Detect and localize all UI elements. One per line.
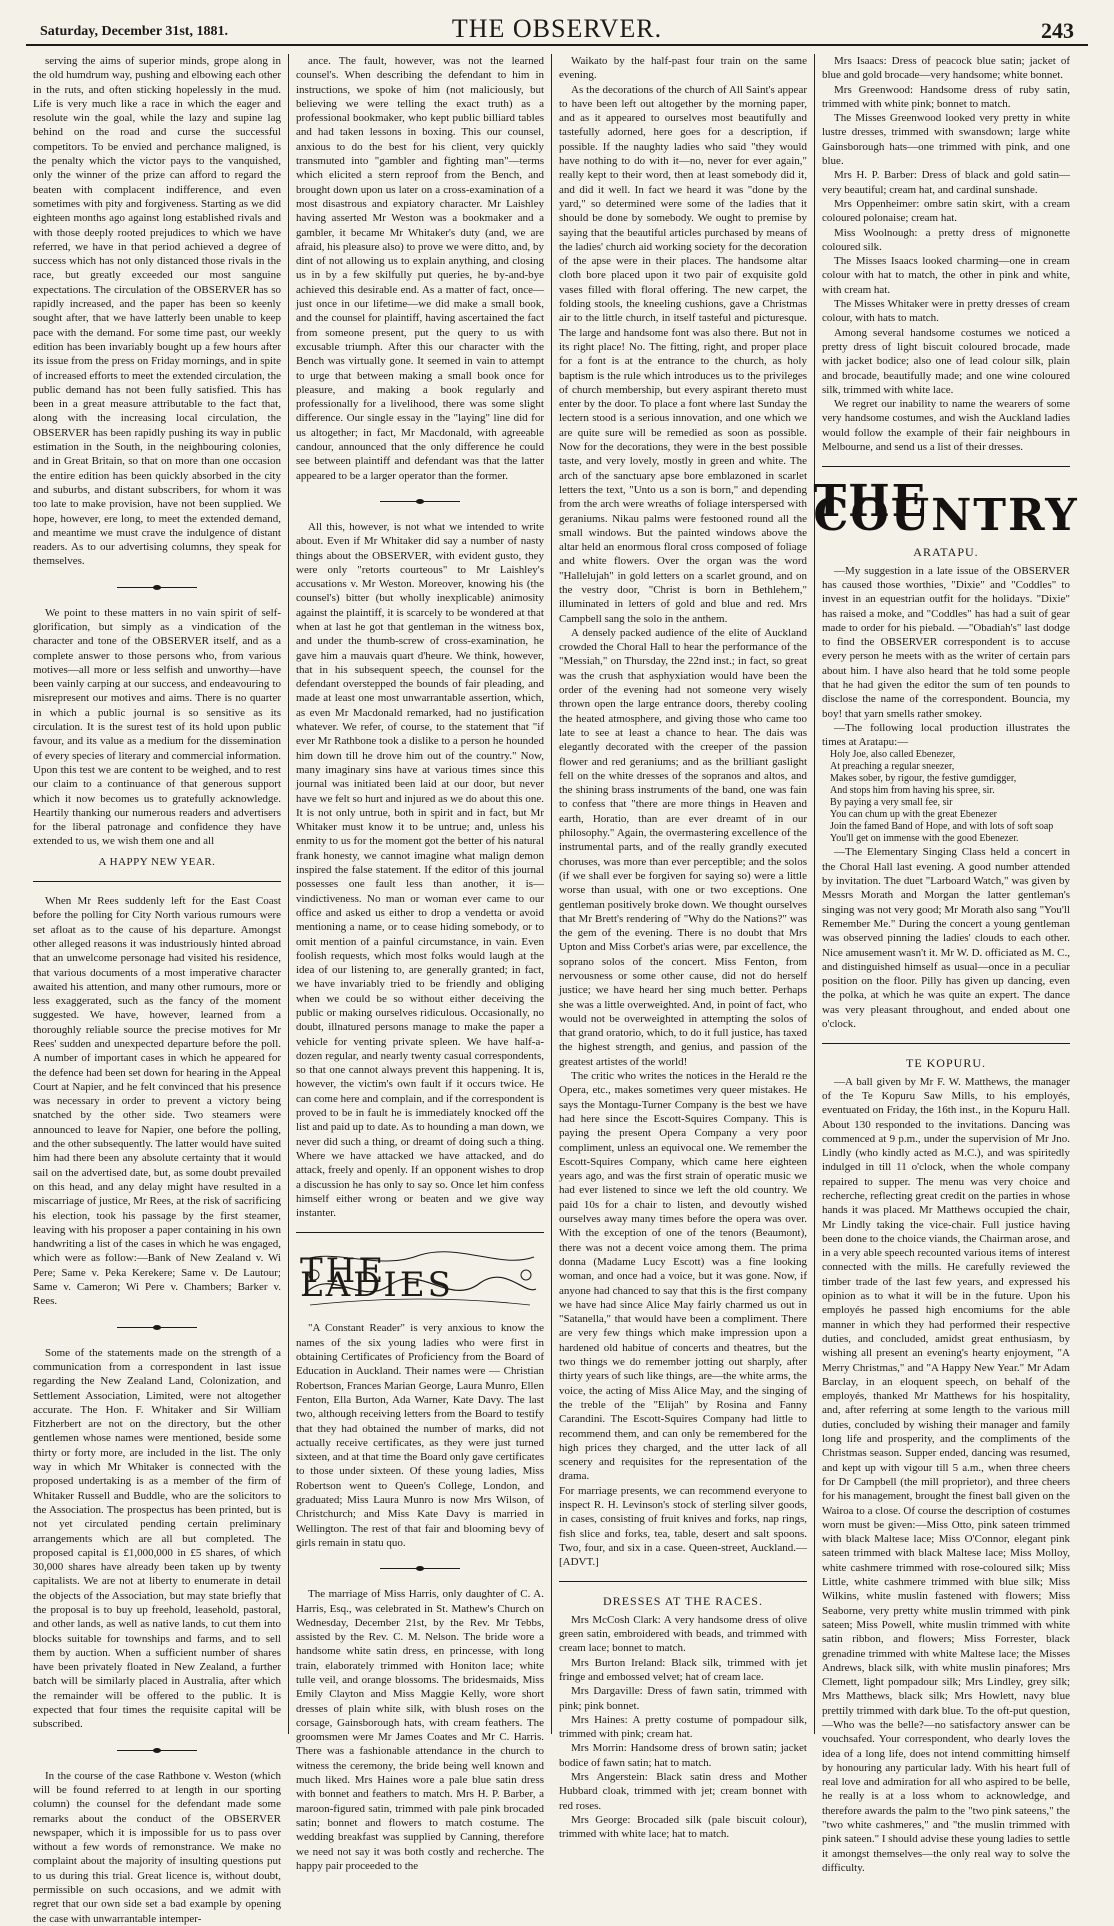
article-paragraph: serving the aims of superior minds, grope along in the old humdrum way, pushing and elbowing each other in the ruts, and often sticking hopelessly in the mud. Life is very much like a race in which the eager and resolute win the goal, while the lazy and supine lag behind on the road and curse the successful competitors. To be envied and perchance maligned, is the penalty which the victor pays to the vanquished, only the winner of the prize can afford to regard the beaten with complacent indifference, and even sometimes with pity and forgiveness. Starting as we did eighteen months ago against long established rivals and with those deeply rooted prejudices to which we have referred, we have in that period achieved a degree of success which has not only distanced those rivals in the race, but greatly exceeded our most sanguine expectations. The circulation of the OBSERVER has so rapidly increased, and the paper has been so keenly sought after, that we have latterly been unable to keep pace with the demand. For some time past, our weekly edition has been invariably bought up a few hours after its issue from the press on Friday mornings, and in spite of increased efforts to meet the extended circulation, the public demand has not been fully satisfied. This has been in a great measure attributable to the fact that, along with the increasing local circulation, the OBSERVER has been rapidly pushing its way in public estimation in the South, in the neighbouring colonies, and in Great Britain, so that on more than one occasion the entire edition has been quickly absorbed in the city and suburbs, and distant subscribers, for whom it was too late to make provision, have not been supplied. We hope, however, ere long, to meet the extended demand, and meantime we must crave the indulgence of distant readers. As to our advertising columns, they speak for themselves. <box>33 55 281 568</box>
article-paragraph: A densely packed audience of the elite of Auckland crowded the Choral Hall to hear the performance of the "Messiah," on Thursday, the 22nd inst.; in fact, so great was the crush that asphyxiation would have been the order of the evening had not someone very wisely thrown open the large entrance doors, thereby cooling the heated atmosphere, and giving those who came too late to see at least a chance to hear. The dais was elegantly decorated with the creeper of the passion flower and red geraniums; and as the brilliant gaslight fell on the white dresses of the sopranos and altos, and the shining brass instruments of the band, one was fain to confess that "there are more things in Heaven and earth, Horatio, than are ever dreamt of in our philosophy." Again, the overmastering excellence of the instrumental parts, and of the really grandly executed choruses, was more than ever perceptible; and the solos (if we shall ever be forgiven for saying so) were a little worse than usual, with one or two exceptions. One gentleman positively broke down. We thought ourselves that Mr Brett's rendering of "Why do the Nations?" was the gem of the evening. There is no doubt that Mrs Upton and Miss Corbet's arias were, par excellence, the soprano solos of the concert. Miss Fenton, from nervousness or some other cause, did not do herself justice; we have heard her sing much better. Perhaps she was a little overweighted. And, in point of fact, who would not be overweighted in attempting the solos of that grand oratorio, which, to do it full justice, has taxed the highest strength, and genius, and passion of the greatest artistes of the world! <box>559 626 807 1068</box>
article-paragraph: When Mr Rees suddenly left for the East Coast before the polling for City North various rumours were set afloat as to the cause of his departure. Amongst other alleged reasons it was industriously hinted abroad that an unwelcome personage had visited his residence, that various documents of a most imperative character awaited his attention, and many other rumours, more or less exaggerated, such as the fancy of the moment suggested. We have, however, learned from a thoroughly reliable source the precise motives for Mr Rees' sudden and unexpected departure before the poll. A number of important cases in which he appeared for the defence had been set down for hearing in the Appeal Court at Napier, and he felt convinced that his presence was necessary in order to prevent a victory being snatched by the other side. Two steamers were announced to leave for Napier, one before the polling, and the other subsequently. The latter would have suited him had there been any absolute certainty that it would sail on the advertised date, but, as some doubt prevailed on this head, and any delay might have resulted in a miscarriage of justice, Mr Rees, at the risk of sacrificing his election, took his passage by the first steamer, leaving with his proposer a paper containing in his own handwriting a list of the cases in which he was engaged, which were as follow:—Bank of New Zealand v. Wi Pere; Same v. Peka Kerekere; Same v. De Lautour; Same v. Cameron; Wi Pere v. Chambers; Barker v. Rees. <box>33 895 281 1308</box>
column-4 <box>813 54 1079 1874</box>
article-paragraph: —A ball given by Mr F. W. Matthews, the manager of the Te Kopuru Saw Mills, to his employés, eventuated on Friday, the 16th inst., in the Kopuru Hall. About 130 responded to the invitations. Dancing was commenced at 9 p.m., under the supervision of Mr Jno. Lindly (who kindly acted as M.C.), and was spiritedly indulged in till 11 o'clock, when the whole company repaired to supper. The menu was very choice and recherche, reflecting great credit on the parties in whose hands it was placed. Mr Matthews occupied the chair, Mr Lindly taking the vice-chair. Full justice having been done to the choice viands, the Chairman arose, and in a very able speech recounted various items of interest connected with the mills. He carefully reviewed the timber trade of the last few years, and expressed his opinion as to what it will be in the future. Upon his employés he passed high encomiums for the able manner in which they had performed their respective duties, and concluded, amidst great enthusiasm, by wishing all present an evening's hearty enjoyment, "A Merry Christmas," and "A Happy New Year." Mr Adam Barclay, in an eloquent speech, on behalf of the employés, thanked Mr Matthews for his hospitality, and, after referring at some length to the various mill duties, concluded by wishing their manager and family long life and prosperity, and the compliments of the Christmas season. Supper ended, dancing was resumed, and kept up with vigour till 5 a.m., when three cheers for Dr Campbell (the mill proprietor), and three cheers for his management, brought the finest ball given on the Wairoa to a close. Of course the description of costumes worn must be given:—Miss Otto, pink sateen trimmed with black Maltese lace; Miss O'Connor, elegant pink sateen trimmed with black Maltese lace; Miss Molloy, white cashmere trimmed with rose-coloured silk; Miss Little, white cashmere trimmed with blue silk; Miss Wilkins, white muslin fastened with flowers; Miss Seaborne, very pretty white muslin trimmed with pink sateen; Miss Powell, white muslin trimmed with white satin ribbon, and flowers; Miss Forrester, black grenadine trimmed with white Maltese lace; the Misses Andrews, black silk, with white muslin pinafores; Mrs Clemett, light pompadour silk; Mrs Lindley, grey silk; Mrs Matthews, black silk; Mrs Howlett, navy blue prettily trimmed with dark blue. To the oft-put question,—Who was the belle?—no satisfactory answer can be vouchsafed. Your correspondent, who dearly loves the idea of a long life, does not intend committing himself by honouring any particular lady. With his heart full of real love and admiration for all who aspired to be belle, he really is at a loss whom to acknowledge, and therefore awards the palm to the "two pink sateens," the "two white cashmeres," and "the muslin trimmed with pink sateen." I should advise these young ladies to settle it amongst themselves—the only real way to solve the difficulty. <box>822 1075 1070 1874</box>
page-number: 243 <box>1041 18 1074 43</box>
issue-date: Saturday, December 31st, 1881. <box>40 24 228 39</box>
verse-line: And stops him from having his spree, sir. <box>830 785 995 797</box>
article-paragraph: The marriage of Miss Harris, only daughter of C. A. Harris, Esq., was celebrated in St. Mathew's Church on Wednesday, December 21st, by the Rev. Mr Tebbs, assisted by the Rev. C. M. Nelson. The bride wore a handsome white satin dress, en princesse, with long train, elaborately trimmed with Honiton lace; white tulle veil, and orange blossoms. The bridesmaids, Miss Emily Clayton and Miss Maggie Kelly, wore short dresses of plain white silk, with blush roses on the corsage, Gainsborough hats, with cream feathers. The groomsmen were Mr James Coates and Mr C. Harris. There was a fashionable attendance in the church to witness the ceremony, the bride being well known and much liked. Mrs Haines wore a pale blue satin dress with bonnet and feathers to match. Mrs H. P. Barber, a maroon-figured satin, trimmed with pale pink brocaded satin; bonnet and flowers to match costume. The wedding breakfast was supplied by Canning, therefore we need not say it was both costly and recherche. The happy pair proceeded to the <box>296 1588 544 1872</box>
article-paragraph: Some of the statements made on the strength of a communication from a correspondent in last issue regarding the New Zealand Land, Colonization, and Settlement Association, Limited, were not altogether accurate. The Hon. F. Whitaker and Sir William Fitzherbert are not on the directory, but the other gentlemen whose names were mentioned, beside some thirty or forty more, are included in the list. The only way in which Mr Whitaker is connected with the proposed undertaking is as a member of the firm of Whitaker Russell and Buddle, who are the solicitors to the Association. The prospectus has been printed, but is not yet circulated pending certain preliminary arrangements which are all but completed. The proposed capital is £1,000,000 in £5 shares, of which 30,000 shares have already been taken up by twenty capitalists. We are not at liberty to enumerate in detail the objects of the Association, but may state briefly that the proposal is to buy up freehold, leasehold, pastoral, and other lands, as well as native lands, to cut them into blocks suitable for townships and farms, and to sell them by auction. When a sufficient number of shares have been privately floated in New Zealand, a further batch will be similarly placed in Australia, after which the remainder will be offered to the public. It is expected that four times the requisite capital will be subscribed. <box>33 1346 281 1731</box>
article-paragraph: ance. The fault, however, was not the learned counsel's. When describing the defendant to him in instructions, we spoke of him (not maliciously, but believing we were telling the exact truth) as a professional bookmaker, who kept public billiard tables and had taken lessons in boxing. This our counsel, anxious to do the best for his client, very quickly transmuted into "gambler and fighting man"—terms which elicited a stern reproof from the Bench, and brought down upon us later on a cross-examination of a most disastrous and expiatory character. Mr Laishley having asserted Mr Weston was a bookmaker and a gambler, it became Mr Whitaker's duty (and, we are afraid, his pleasure also) to prove we were ditto, and, by dint of not allowing us to explain anything, and closing us in by a few skilfully put queries, he by-and-bye achieved this desirable end. As a matter of fact, once—just once in our lifetime—we did make a small book, and the counsel for plaintiff, having ascertained the fact from someone present, put the query to us with excusable triumph. After this our character with the Bench was virtually gone. It seemed in vain to attempt to urge that between making a small book once for pleasure, and making a book regularly and professionally for a livelihood, there was some slight difference. Our single essay in the "laying" line did for us altogether; in fact, Mr Macdonald, with agreeable candour, announced that the only difference he could see between plaintiff and defendant was that the latter appeared to be a larger operator than the former. <box>296 55 544 482</box>
column-3 <box>552 54 814 1841</box>
article-paragraph: In the course of the case Rathbone v. Weston (which will be found referred to at length in our sporting column) the counsel for the defendant made some remarks about the conduct of the OBSERVER newspaper, which it is impossible for us to pass over without a few words of remonstrance. We make no complaint about the majority of insulting questions put to us during this trial. Great licence is, without doubt, permissible on such occasions, and we admit with regret that our own side set a bad example by opening the case with unwarrantable intemper- <box>33 1769 281 1925</box>
advertisement: For marriage presents, we can recommend everyone to inspect R. H. Levinson's stock of sterling silver goods, in cases, consisting of fruit knives and forks, nap rings, fish slice and forks, tea, table, desert and salt spoons. Two, four, and six in a case. Queen-street, Auckland.—[ADVT.] <box>559 1484 807 1569</box>
dress-entry: The Misses Greenwood looked very pretty in white lustre dresses, trimmed with swansdown; large white Gainsborough hats—one trimmed with pink, and one blue. <box>822 112 1070 168</box>
section-divider <box>822 466 1070 467</box>
column-1 <box>26 54 288 1925</box>
ladies-banner-title: THE LADIES <box>300 1251 454 1306</box>
verse-line: You'll get on immense with the good Ebenezer. <box>830 833 1019 845</box>
section-divider <box>380 1568 460 1569</box>
dress-entry: Mrs Haines: A pretty costume of pompadour silk, trimmed with pink; cream hat. <box>559 1713 807 1741</box>
column-2 <box>289 54 551 1872</box>
section-divider <box>296 1232 544 1233</box>
article-paragraph: —My suggestion in a late issue of the OBSERVER has caused those worthies, "Dixie" and "Coddles" to invest in an equestrian outfit for the holidays. "Dixie" has raised a moke, and "Coddles" has had a suit of gear made to order for his piebald. —"Obadiah's" last dodge to find the OBSERVER correspondent is to accuse every person he meets with as the writer of certain pars about him. I have also heard that he told some people that he had given the editor the sum of ten pounds to disclose the name of the correspondent. Bouncia, my boy! that yarn smells rather smokey. <box>822 564 1070 720</box>
article-paragraph: —The following local production illustrates the times at Aratapu:— <box>822 721 1070 749</box>
article-paragraph: —The Elementary Singing Class held a concert in the Choral Hall last evening. A good number attended by invitation. The duet "Larboard Watch," was given by Messrs Morath and Morgan the latter gentleman's singing was not very good; Mr Morath also sang "You'll Remember Me." During the concert a young gentleman was observed pinning the ladies' clouds to each other. Nice amusement wasn't it. Mr W. D. officiated as M. C., and distinguished himself as usual—once in a peculiar position on the floor. Pilly has given up dancing, even the polka, at which he was quite an expert. The dance was very pleasant throughout, and ended about one o'clock. <box>822 846 1070 1031</box>
new-year-greeting: A HAPPY NEW YEAR. <box>98 855 216 868</box>
section-divider <box>117 587 197 588</box>
section-divider <box>33 881 281 882</box>
verse-line: By paying a very small fee, sir <box>830 797 953 809</box>
verse-line: Join the famed Band of Hope, and with lots of soft soap <box>830 821 1054 833</box>
dresses-section-heading: DRESSES AT THE RACES. <box>603 1594 763 1609</box>
article-paragraph: All this, however, is not what we intended to write about. Even if Mr Whitaker did say a number of nasty things about the OBSERVER, with evident gusto, they were only "retorts courteous" to Mr Laishley's accusations v. Mr Weston. Moreover, knowing his (the counsel's) bitter (but wholly inexplicable) animosity against the plaintiff, it is scarcely to be wondered at that when at last he got that gentleman in the witness box, and under the thumb-screw of cross-examination, he gave him a mauvais quart d'heure. We think, however, that in his subsequent speech, the counsel for the defendant overstepped the bounds of fair pleading, and made at least one most unwarrantable assertion, which, as even Mr Macdonald remarked, had no justification whatever. We refer, of course, to the statement that "if ever Mr Rathbone took a dislike to a person he hounded him down till he drove him out of the country." Now, many imaginary sins have at various times since this journal was initiated been laid at our door, but never have we felt so hurt and injured as we do about this one. It is not only untrue, both in spirit and in fact, but Mr Whitaker must know it to be untrue; and, unless his enmity to us for the moment got the better of his natural frank honesty, we cannot imagine what malign demon inspired the false statement. If the editor of this journal possesses one fault less than another, it is—vindictiveness. No man or woman ever came to our office and asked us either to drop a vendetta or avoid mentioning a name, or to cease hiding somebody, or to omit mention of a painful circumstance, in vain. Even foolish requests, which most folks would laugh at the idea of our listening to, are generally granted; in fact, we have invariably tried to be friendly and obliging when we could be so without either deceiving the public or making ourselves ridiculous. Occasionally, no doubt, illnatured persons manage to make the paper a vehicle for venting private spleen. We have half-a-dozen regular, and nearly twenty casual correspondents, so that one cannot always prevent this happening. It is, however, the victim's own fault if it occurs twice. He can come here and complain, and if the correspondent is proved to be in fault he is immediately knocked off the list and paid up to date. As to hounding a man down, we never did such a thing, or dreamt of doing such a thing. Where we have attacked we have attacked, and do attack, freely and openly. If an opponent wishes to drop a discussion he has only to say so. Once let him confess himself either wrong or beaten and we give way instanter. <box>296 520 545 1220</box>
dress-entry: Mrs Oppenheimer: ombre satin skirt, with a cream coloured polonaise; cream hat. <box>822 197 1070 225</box>
dress-entry: Miss Woolnough: a pretty dress of mignonette coloured silk. <box>822 226 1070 253</box>
dress-entry: Among several handsome costumes we noticed a pretty dress of light biscuit coloured brocade, made with jacket bodice; also one of lead colour silk, plain and brocade, beautifully made; and one wine coloured silk, trimmed with white lace. <box>822 326 1070 396</box>
section-divider <box>117 1327 197 1328</box>
section-divider <box>822 1043 1070 1044</box>
article-paragraph: The critic who writes the notices in the Herald re the Opera, etc., makes sometimes very queer mistakes. He says the Montagu-Turner Company is the best we have had here since the Escott-Squires Company. This is paying the present Opera Company a very poor compliment, unless an equivocal one. We remember the Escott-Squires Company, which came here eighteen years ago, and was the first strain of operatic music we had ever listened to since we left the old country. We paid 10s for a chair to listen, and devoutly wished ourselves away many times before the opera was over. With the exception of one of the tenors (Beaumont), there was not a decent voice among them. The prima donna (Madame Lucy Escott) was a fine looking woman, and once had a voice, but it was gone. Now, if anyone had chanced to say that this is the first company we have had since Alice May fairly charmed us out in "Satanella," that would have been a compliment. There are very few things which make impression upon a hardened old habitue of concerts and theatres, but the two things we do remember jotting out sharply, after thirty years of such like things, are—the white arms, the voice, the acting of Miss Alice May, and the singing of the treble of the "Elijah" by Rosina and Fanny Carandini. The Escott-Squires Company had little to recommend them, and can only be remembered for the high prices they charged, and the utter lack of all scenery and requisites for the representation of the drama. <box>559 1070 807 1483</box>
dress-entry: Mrs Greenwood: Handsome dress of ruby satin, trimmed with white pink; bonnet to match. <box>822 83 1070 110</box>
the-country-banner <box>813 476 1079 542</box>
dress-entry: We regret our inability to name the wearers of some very handsome costumes, and wish the Auckland ladies would follow the example of their fair neighbours in Melbourne, and send us a list of their dresses. <box>822 398 1070 454</box>
dress-entry: Mrs Burton Ireland: Black silk, trimmed with jet fringe and embossed velvet; hat of cream lace. <box>559 1656 807 1683</box>
dress-entry: Mrs McCosh Clark: A very handsome dress of olive green satin, embroidered with beads, and trimmed with cream lace; bonnet to match. <box>559 1613 807 1655</box>
kopuru-heading: TE KOPURU. <box>905 1056 986 1071</box>
verse-line: Makes sober, by rigour, the festive gumdigger, <box>830 773 1017 785</box>
dress-entry: Mrs Dargaville: Dress of fawn satin, trimmed with pink; pink bonnet. <box>559 1685 807 1712</box>
section-divider <box>380 501 460 502</box>
dress-entry: The Misses Whitaker were in pretty dresses of cream colour, with hats to match. <box>822 298 1070 325</box>
verse-line: Holy Joe, also called Ebenezer, <box>830 749 956 761</box>
section-divider <box>559 1581 807 1582</box>
section-divider <box>117 1750 197 1751</box>
aratapu-heading: ARATAPU. <box>913 545 979 560</box>
country-banner-title: THE COUNTRY <box>813 476 1079 542</box>
dress-entry: Mrs H. P. Barber: Dress of black and gold satin—very beautiful; cream hat, and cardinal sunshade. <box>822 169 1070 196</box>
article-paragraph: As the decorations of the church of All Saint's appear to have been left out altogether by the morning paper, and as it appeared to ourselves most beautifully and tastefully adorned, here goes for a description, if possible. If the naughty ladies who said "they would have nothing to do with it—no, never for ever again," really kept to their word, then at least somebody did it, and did it well. In fact we heard it was "done by the yard," so determined were some of the ladies that it should be done by somebody. We ought to premise by saying that the beautiful articles purchased by means of the ladies' church aid working society for the decoration of the apse were in their places. The handsome altar cloth bore placed upon it two pair of exquisite gold vases filled with floral offering. The new carpet, the folding stools, the kneeling cushions, gave a Christmas air to the little church, in itself tasteful and picturesque. The large and handsome font was also there. But not in its right place! No. The fitting, right, and proper place for a font is at the entrance to the church, as holy baptism is the rule which introduces us to the privileges of church membership, but every aspirant thereto must enter by the door. To place a font where last Sunday the lectern stood is a serious innovation, and one which we are quite sure will be remedied as soon as possible. Now for the decorations, they were in the best possible taste, and very lovely, mostly in green and white. The arch of the sanctuary apse bore emblazoned in scarlet letters the text, "Unto us a son is born," and depending from the arch were wreaths of foliage interspersed with geraniums. Nikau palms were festooned round all the small windows. But the painted windows above the altar held an enormous floral cross composed of foliage and white flowers. Over the organ was the word "Hallelujah" in gold letters on a scarlet ground, and on the vestry door, "Christ is born in Bethlehem," illuminated in letters of gold and blue and red. Mrs Campbell sang the solo in the anthem. <box>559 83 807 625</box>
masthead <box>26 14 1088 46</box>
article-paragraph: "A Constant Reader" is very anxious to know the names of the six young ladies who were first in obtaining Certificates of Proficiency from the Board of Education in Auckland. Their names were — Christian Robertson, Frances Marian George, Laura Munro, Ellen Fenton, Ella Burton, Ada Warner, Kate Davy. The last two, although receiving letters from the Board to testify that they had obtained the number of marks, did not actually receive certificates, as they were just turned sixteen, and at that time the Board only gave certificates to those under sixteen. Of these young ladies, Miss Robertson went to Queen's College, London, and graduated; Miss Laura Munro is now Mrs Wilson, of Christchurch; and Miss Kate Davy is married in Wellington. The rest of that fair and blooming bevy of girls remain in statu quo. <box>296 1322 544 1549</box>
article-paragraph: Waikato by the half-past four train on the same evening. <box>559 55 807 82</box>
columns <box>26 54 1088 1925</box>
dress-entry: Mrs Angerstein: Black satin dress and Mother Hubbard cloak, trimmed with jet; cream bonnet with red roses. <box>559 1771 807 1812</box>
newspaper-title: THE OBSERVER. <box>451 14 663 43</box>
the-ladies-banner <box>300 1245 540 1311</box>
dress-entry: Mrs George: Brocaded silk (pale biscuit colour), trimmed with white lace; hat to match. <box>559 1813 807 1841</box>
verse-line: At preaching a regular sneezer, <box>830 761 955 773</box>
dress-entry: Mrs Isaacs: Dress of peacock blue satin; jacket of blue and gold brocade—very handsome; white bonnet. <box>822 55 1070 82</box>
verse-line: You can chum up with the great Ebenezer <box>830 809 997 821</box>
dress-entry: Mrs Morrin: Handsome dress of brown satin; jacket bodice of fawn satin; hat to match. <box>559 1742 807 1769</box>
article-paragraph: We point to these matters in no vain spirit of self-glorification, but simply as a vindication of the character and tone of the OBSERVER itself, and as a complete answer to those persons who, from various motives—all more or less selfish and unworthy—have been vainly carping at our success, and endeavouring to misrepresent our motives and aims. There is no quarter in which a public journal is so sensitive as its circulation. It is the surest test of its hold upon public favour, and its value as a medium for the dissemination of every species of literary and commercial information. Upon this test we are content to be weighed, and to rest our claim to a continuance of that generous support which it now becomes us to gratefully acknowledge. Heartily thanking our numerous readers and advertisers for the liberal patronage and confidence they have extended to us, we wish them one and all <box>33 606 282 848</box>
dress-entry: The Misses Isaacs looked charming—one in cream colour with hat to match, the other in pink and white, with cream hat. <box>822 255 1070 296</box>
